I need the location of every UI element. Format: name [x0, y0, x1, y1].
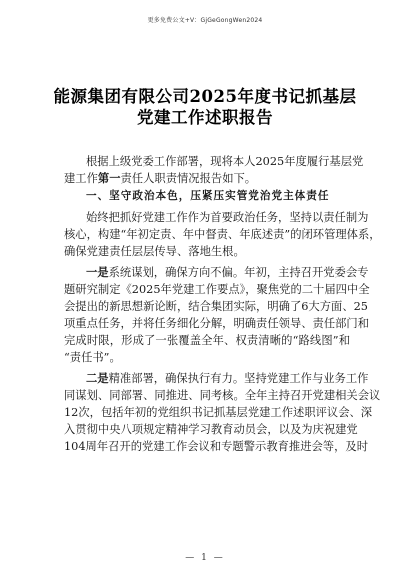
p2-line-2: 题研究制定《2025年党建工作要点》，聚焦党的二十届四中全	[64, 283, 370, 296]
p3-line-4: 入贯彻中央八项规定精神学习教育动员会，以及为庆祝建党	[64, 423, 358, 436]
p3-line-1	[86, 372, 369, 385]
header-note: 更多免费公文+V：GjGeGongWen2024	[147, 17, 263, 24]
page-number: — 1 —	[185, 553, 225, 563]
document-title-line-2: 党建工作述职报告	[137, 108, 273, 127]
p2-lead: 一是	[86, 266, 109, 279]
p2-line-4: 项重点任务，并将任务细化分解，明确责任领导、责任部门和	[64, 317, 370, 330]
p3-line-5: 104周年召开的党建工作会议和专题警示教育推进会等，及时	[64, 440, 368, 453]
p2-line-1	[86, 266, 369, 279]
p2-line-6: “责任书”。	[64, 351, 121, 364]
p3-lead: 二是	[86, 372, 109, 385]
p2-line-5: 完成时限，形成了一张覆盖全年、权责清晰的“路线图”和	[64, 334, 350, 347]
p3-line-3: 12次，包括年初的党组织书记抓基层党建工作述职评议会、深	[64, 406, 373, 419]
p3-line-2: 同谋划、同部署、同推进、同考核。全年主持召开党建相关会议	[64, 389, 381, 402]
p3-line-1-text: 精准部署，确保执行有力。坚持党建工作与业务工作	[108, 372, 369, 385]
p2-line-3: 会提出的新思想新论断，结合集团实际，明确了6大方面、25	[64, 300, 368, 313]
p1-line-2: 核心，构建“年初定责、年中督责、年底述责”的闭环管理体系，	[64, 228, 381, 241]
p1-line-1: 始终把抓好党建工作作为首要政治任务，坚持以责任制为	[86, 211, 369, 224]
intro-emphasis: 第一	[97, 172, 121, 185]
intro-text-rest: 责任人职责情况报告如下。	[120, 172, 257, 185]
p2-line-1-text: 系统谋划，确保方向不偏。年初，主持召开党委会专	[108, 266, 369, 279]
intro-line-2	[64, 172, 350, 185]
document-title-line-1: 能源集团有限公司2025年度书记抓基层	[53, 87, 357, 106]
section-heading-1: 一、坚守政治本色，压紧压实管党治党主体责任	[86, 190, 330, 202]
p1-line-3: 确保党建责任层层传导、落地生根。	[64, 245, 245, 258]
intro-line-1: 根据上级党委工作部署，现将本人2025年度履行基层党	[86, 155, 364, 168]
intro-text: 建工作	[64, 172, 98, 185]
